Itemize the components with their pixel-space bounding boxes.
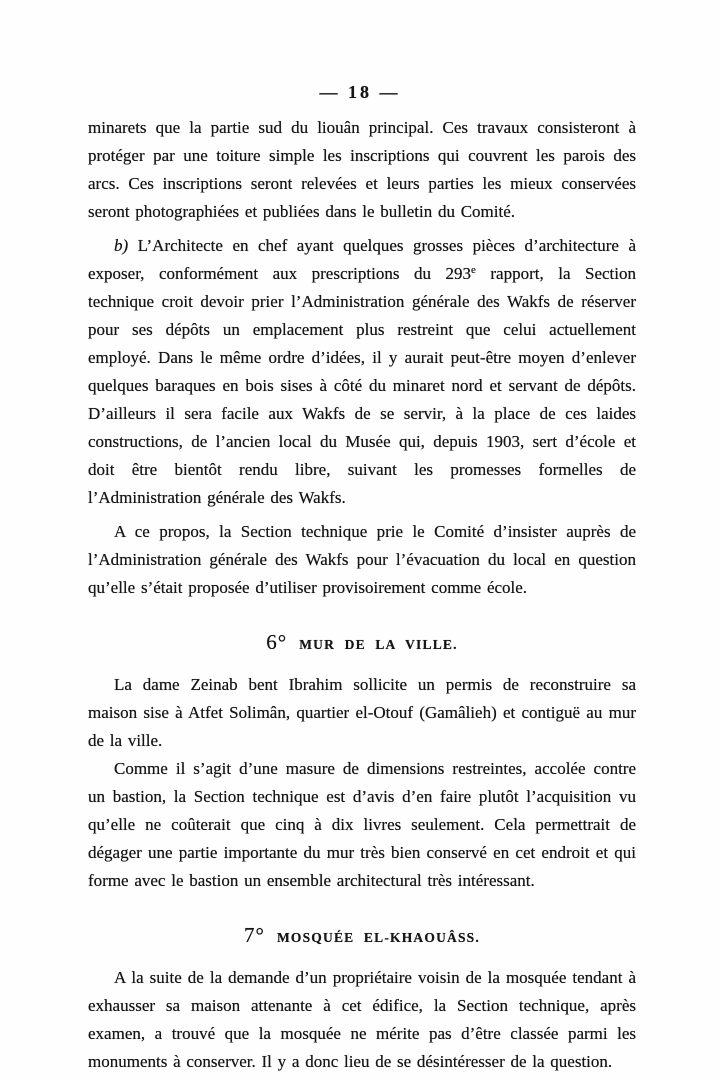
- paragraph-zeinab: La dame Zeinab bent Ibrahim sollicite un permis de reconstruire sa maison sise à Atfet Solimân, quartier el-Otouf (Gamâlieh) et contiguë au mur de la ville.: [88, 675, 636, 750]
- paragraph-text: L’Architecte en chef ayant quelques grosses pièces d’architecture à exposer, conformément aux prescriptions du 293: [88, 236, 636, 283]
- ordinal-superscript: e: [470, 264, 476, 276]
- section-number: 6°: [266, 630, 288, 654]
- section-title: MUR DE LA VILLE.: [299, 637, 458, 652]
- paragraph-continuation: minarets que la partie sud du liouân principal. Ces travaux consisteront à protéger par une toiture simple les inscriptions qui couvrent les parois des arcs. Ces inscriptions seront relevées et leurs parties les mieux conservées seront photographiées et publiées dans le bulletin du Comité.: [88, 118, 636, 221]
- page-number: — 18 —: [319, 82, 401, 102]
- paragraph-masure: Comme il s’agit d’une masure de dimensions restreintes, accolée contre un bastion, la Section technique est d’avis d’en faire plutôt l’acquisition vu qu’elle ne coûterait que cinq à dix livres seulement. Cela permettrait de dégager une partie importante du mur très bien conservé en cet endroit et qui forme avec le bastion un ensemble architectural très intéressant.: [88, 759, 636, 890]
- paragraph-mosquee: A la suite de la demande d’un propriétaire voisin de la mosquée tendant à exhausser sa maison attenante à cet édifice, la Section technique, après examen, a trouvé que la mosquée ne mérite pas d’être classée parmi les monuments à conserver. Il y a donc lieu de se désintéresser de la question.: [88, 968, 636, 1071]
- section-number: 7°: [244, 923, 265, 947]
- text-block: [88, 114, 636, 1076]
- section-heading-7: [88, 922, 636, 949]
- section-heading-6: [88, 629, 636, 656]
- paragraph-text: rapport, la Section technique croit devoir prier l’Administration générale des Wakfs de réserver pour ses dépôts un emplacement plus restreint que celui actuellement employé. Dans le même ordre d’idées, il y aurait peut-être moyen d’enlever quelques baraques en bois sises à côté du minaret nord et servant de dépôts. D’ailleurs il sera facile aux Wakfs de se servir, à la place de ces laides constructions, de l’ancien local du Musée qui, depuis 1903, sert d’école et doit être bientôt rendu libre, suivant les promesses formelles de l’Administration générale des Wakfs.: [88, 264, 636, 507]
- section-title: MOSQUÉE EL-KHAOUÂSS.: [276, 930, 480, 945]
- item-letter-b: b): [114, 236, 129, 255]
- paragraph-item-b: [88, 232, 636, 512]
- paragraph-a-ce-propos: A ce propos, la Section technique prie le Comité d’insister auprès de l’Administration générale des Wakfs pour l’évacuation du local en question qu’elle s’était proposée d’utiliser provisoirement comme école.: [88, 522, 636, 597]
